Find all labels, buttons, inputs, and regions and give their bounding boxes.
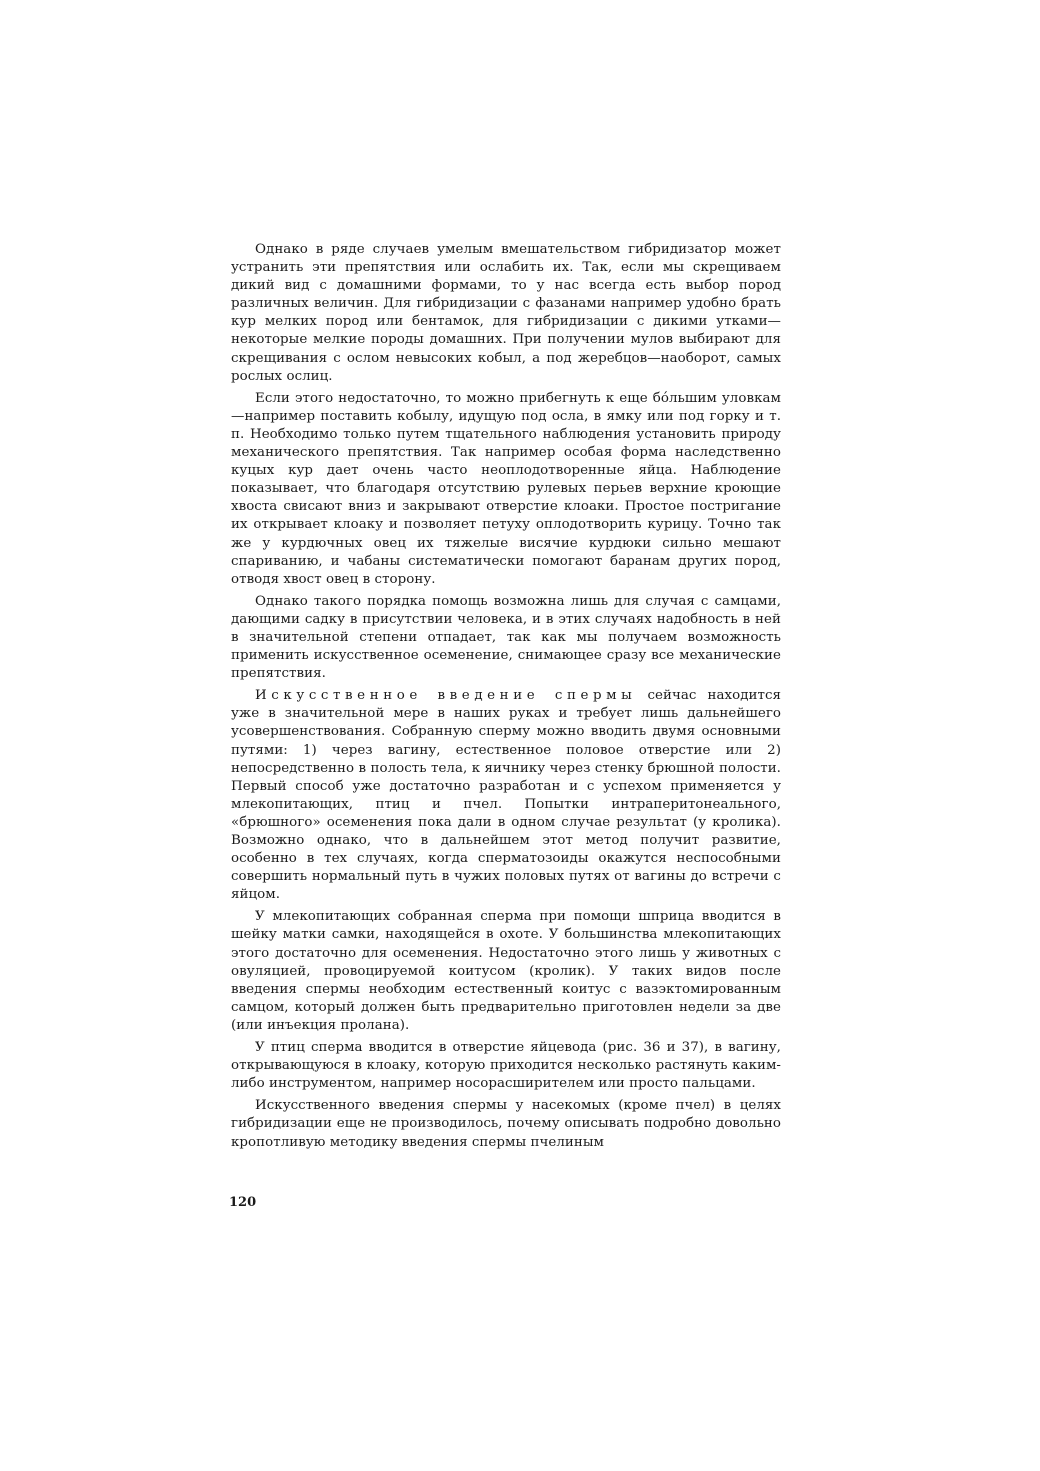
paragraph-4-rest: сейчас находится уже в значительной мере в наших руках и требует лишь дальнейшего усовершенствования. Собранную сперму можно вводить двумя основными путями: 1) через вагину, естественное половое отверстие или 2) непосредственно в полость тела, к яичнику через стенку брюшной полости. Первый способ уже достаточно разработан и с успехом применяется у млекопитающих, птиц и пчел. Попытки интраперитонеального, «брюшного» осеменения пока дали в одном случае результат (у кролика). Возможно однако, что в дальнейшем этот метод получит развитие, особенно в тех случаях, когда сперматозоиды окажутся неспособными совершить нормальный путь в чужих половых путях от вагины до встречи с яйцом. [231, 688, 781, 903]
paragraph-6: У птиц сперма вводится в отверстие яйцевода (рис. 36 и 37), в вагину, открывающуюся в клоаку, которую приходится несколько растянуть каким-либо инструментом, например носорасширителем или просто пальцами. [231, 1040, 781, 1092]
page-number: 120 [229, 1195, 257, 1210]
paragraph-1: Однако в ряде случаев умелым вмешательством гибридизатор может устранить эти препятствия или ослабить их. Так, если мы скрещиваем дикий вид с домашними формами, то у нас всегда есть выбор пород различных величин. Для гибридизации с фазанами например удобно брать кур мелких пород или бентамок, для гибридизации с дикими утками—некоторые мелкие породы домашних. При получении мулов выбирают для скрещивания с ослом невысоких кобыл, а под жеребцов—наоборот, самых рослых ослиц. [231, 242, 781, 384]
spaced-lead-phrase: Искусственное введение спермы [255, 688, 637, 704]
paragraph-2: Если этого недостаточно, то можно прибегнуть к еще бóльшим уловкам—например поставить кобылу, идущую под осла, в ямку или под горку и т. п. Необходимо только путем тщательного наблюдения установить природу механического препятствия. Так например особая форма наследственно куцых кур дает очень часто неоплодотворенные яйца. Наблюдение показывает, что благодаря отсутствию рулевых перьев верхние кроющие хвоста свисают вниз и закрывают отверстие клоаки. Простое постригание их открывает клоаку и позволяет петуху оплодотворить курицу. Точно так же у курдючных овец их тяжелые висячие курдюки сильно мешают спариванию, и чабаны систематически помогают баранам других пород, отводя хвост овец в сторону. [231, 390, 781, 587]
paragraph-7: Искусственного введения спермы у насекомых (кроме пчел) в целях гибридизации еще не производилось, почему описывать подробно довольно кропотливую методику введения спермы пчелиным [231, 1098, 781, 1150]
paragraph-4 [231, 687, 781, 904]
body-text [231, 241, 781, 1156]
paragraph-5: У млекопитающих собранная сперма при помощи шприца вводится в шейку матки самки, находящейся в охоте. У большинства млекопитающих этого достаточно для осеменения. Недостаточно этого лишь у животных с овуляцией, провоцируемой коитусом (кролик). У таких видов после введения спермы необходим естественный коитус с вазэктомированным самцом, который должен быть предварительно приготовлен недели за две (или инъекция пролана). [231, 909, 781, 1033]
paragraph-3: Однако такого порядка помощь возможна лишь для случая с самцами, дающими садку в присутствии человека, и в этих случаях надобность в ней в значительной степени отпадает, так как мы получаем возможность применить искусственное осеменение, снимающее сразу все механические препятствия. [231, 593, 781, 682]
